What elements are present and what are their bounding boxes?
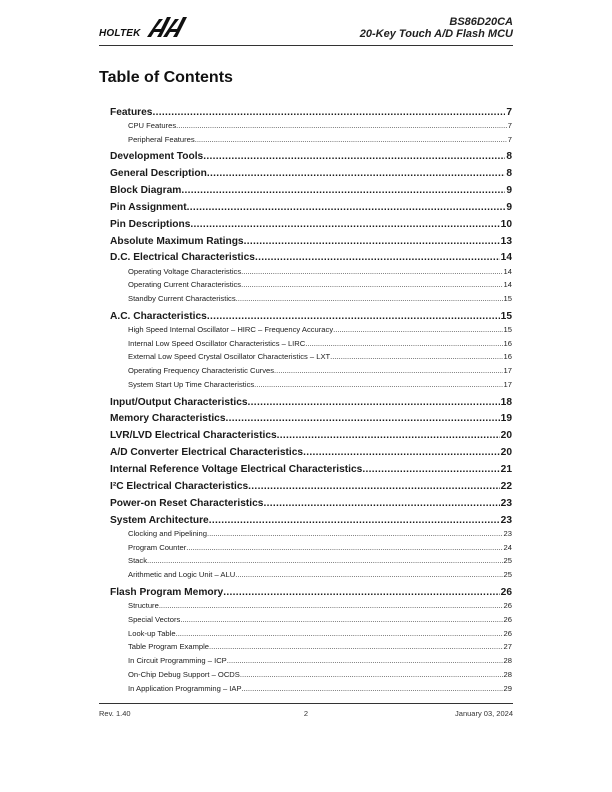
- toc-entry-page: 8: [506, 168, 512, 180]
- toc-entry-title: Internal Low Speed Oscillator Characteristics – LIRC: [128, 338, 306, 348]
- toc-section-link[interactable]: [110, 218, 512, 231]
- toc-entry-page: 7: [507, 120, 512, 130]
- toc-entry-title: High Speed Internal Oscillator – HIRC – Frequency Accuracy: [128, 324, 334, 334]
- toc-entry-page: 17: [503, 366, 512, 376]
- toc-entry-title: Pin Assignment: [110, 201, 187, 213]
- toc-dot-leader: [274, 364, 503, 378]
- toc-entry-page: 29: [503, 683, 512, 693]
- toc-entry-page: 8: [506, 151, 512, 163]
- toc-dot-leader: [362, 463, 499, 476]
- toc-entry-page: 15: [500, 310, 512, 322]
- toc-entry-title: Operating Frequency Characteristic Curves: [128, 366, 275, 376]
- toc-dot-leader: [240, 668, 503, 682]
- toc-dot-leader: [254, 378, 502, 392]
- toc-subsection-link[interactable]: [110, 378, 512, 392]
- toc-dot-leader: [227, 654, 503, 668]
- toc-entry-title: In Application Programming – IAP: [128, 683, 242, 693]
- toc-section-link[interactable]: [110, 310, 512, 323]
- toc-dot-leader: [209, 514, 500, 527]
- toc-entry-title: LVR/LVD Electrical Characteristics: [110, 430, 277, 442]
- footer-date: January 03, 2024: [455, 709, 513, 718]
- toc-section-link[interactable]: [110, 235, 512, 248]
- toc-entry-page: 23: [500, 514, 512, 526]
- toc-dot-leader: [207, 310, 500, 323]
- toc-entry-page: 28: [503, 656, 512, 666]
- toc-section-link[interactable]: [110, 497, 512, 510]
- toc-entry-page: 20: [500, 430, 512, 442]
- toc-entry-title: Look-up Table: [128, 628, 176, 638]
- toc-subsection-link[interactable]: [110, 627, 512, 641]
- toc-section-link[interactable]: [110, 446, 512, 459]
- toc-entry-page: 23: [500, 497, 512, 509]
- toc-entry-page: 16: [503, 338, 512, 348]
- toc-dot-leader: [223, 586, 499, 599]
- toc-entry-page: 17: [503, 380, 512, 390]
- toc-dot-leader: [176, 627, 503, 641]
- toc-entry-title: Peripheral Features: [128, 134, 195, 144]
- toc-subsection-link[interactable]: [110, 682, 512, 696]
- toc-dot-leader: [241, 265, 502, 279]
- toc-entry-page: 10: [500, 218, 512, 230]
- toc-subsection-link[interactable]: [110, 640, 512, 654]
- toc-entry-title: Special Vectors: [128, 614, 181, 624]
- toc-entry-page: 15: [503, 324, 512, 334]
- toc-entry-page: 14: [503, 266, 512, 276]
- toc-dot-leader: [242, 682, 503, 696]
- toc-dot-leader: [207, 527, 503, 541]
- toc-dot-leader: [255, 251, 500, 264]
- toc-dot-leader: [244, 235, 500, 248]
- toc-entry-title: Features: [110, 106, 153, 118]
- toc-entry-page: 27: [503, 642, 512, 652]
- toc-entry-page: 18: [500, 396, 512, 408]
- toc-entry-title: Absolute Maximum Ratings: [110, 235, 244, 247]
- toc-subsection-link[interactable]: [110, 350, 512, 364]
- toc-section-link[interactable]: [110, 150, 512, 163]
- toc-subsection-link[interactable]: [110, 527, 512, 541]
- toc-entry-title: External Low Speed Crystal Oscillator Characteristics – LXT: [128, 352, 331, 362]
- toc-entry-title: System Architecture: [110, 514, 209, 526]
- toc-dot-leader: [181, 184, 505, 197]
- toc-dot-leader: [236, 292, 503, 306]
- toc-subsection-link[interactable]: [110, 265, 512, 279]
- toc-section-link[interactable]: [110, 514, 512, 527]
- toc-entry-title: Input/Output Characteristics: [110, 396, 248, 408]
- header-divider: [99, 45, 513, 46]
- toc-section-link[interactable]: [110, 396, 512, 409]
- toc-dot-leader: [207, 167, 506, 180]
- toc-entry-title: Structure: [128, 600, 159, 610]
- document-subtitle: 20-Key Touch A/D Flash MCU: [359, 28, 513, 40]
- toc-entry-page: 9: [506, 184, 512, 196]
- toc-subsection-link[interactable]: [110, 541, 512, 555]
- toc-entry-title: D.C. Electrical Characteristics: [110, 252, 255, 264]
- toc-section-link[interactable]: [110, 480, 512, 493]
- document-header: [360, 16, 513, 40]
- toc-subsection-link[interactable]: [110, 613, 512, 627]
- toc-entry-page: 22: [500, 480, 512, 492]
- toc-entry-title: A.C. Characteristics: [110, 310, 207, 322]
- toc-entry-page: 13: [500, 235, 512, 247]
- toc-entry-title: Block Diagram: [110, 184, 182, 196]
- part-number: BS86D20CA: [449, 16, 513, 28]
- toc-subsection-link[interactable]: [110, 292, 512, 306]
- toc-entry-title: Pin Descriptions: [110, 218, 191, 230]
- toc-subsection-link[interactable]: [110, 668, 512, 682]
- toc-dot-leader: [180, 613, 502, 627]
- toc-dot-leader: [195, 133, 507, 147]
- toc-section-link[interactable]: [110, 106, 512, 119]
- toc-dot-leader: [209, 640, 503, 654]
- toc-entry-page: 7: [506, 106, 512, 118]
- toc-subsection-link[interactable]: [110, 654, 512, 668]
- toc-dot-leader: [235, 568, 502, 582]
- toc-dot-leader: [248, 396, 500, 409]
- toc-entry-title: I²C Electrical Characteristics: [110, 480, 249, 492]
- toc-entry-title: Memory Characteristics: [110, 413, 226, 425]
- toc-entry-page: 26: [503, 600, 512, 610]
- toc-dot-leader: [330, 350, 502, 364]
- toc-dot-leader: [303, 446, 500, 459]
- toc-entry-page: 21: [500, 464, 512, 476]
- toc-entry-page: 24: [503, 542, 512, 552]
- toc-entry-title: Power-on Reset Characteristics: [110, 497, 264, 509]
- toc-entry-title: On-Chip Debug Support – OCDS: [128, 669, 240, 679]
- toc-section-link[interactable]: [110, 463, 512, 476]
- toc-subsection-link[interactable]: [110, 554, 512, 568]
- toc-dot-leader: [226, 412, 500, 425]
- footer-page-number: 2: [303, 709, 309, 718]
- toc-dot-leader: [152, 106, 505, 119]
- table-of-contents: [110, 102, 512, 695]
- toc-entry-page: 14: [503, 280, 512, 290]
- toc-entry-title: In Circuit Programming – ICP: [128, 656, 227, 666]
- toc-entry-page: 20: [500, 447, 512, 459]
- toc-subsection-link[interactable]: [110, 337, 512, 351]
- toc-entry-page: 25: [503, 570, 512, 580]
- toc-dot-leader: [241, 278, 502, 292]
- toc-entry-title: Standby Current Characteristics: [128, 294, 236, 304]
- toc-entry-title: Operating Voltage Characteristics: [128, 266, 242, 276]
- toc-subsection-link[interactable]: [110, 133, 512, 147]
- toc-dot-leader: [187, 201, 506, 214]
- toc-entry-title: System Start Up Time Characteristics: [128, 380, 255, 390]
- toc-entry-title: Clocking and Pipelining: [128, 528, 207, 538]
- toc-subsection-link[interactable]: [110, 278, 512, 292]
- toc-subsection-link[interactable]: [110, 323, 512, 337]
- toc-entry-title: CPU Features: [128, 120, 177, 130]
- toc-subsection-link[interactable]: [110, 568, 512, 582]
- toc-entry-page: 19: [500, 413, 512, 425]
- toc-section-link[interactable]: [110, 586, 512, 599]
- toc-subsection-link[interactable]: [110, 599, 512, 613]
- toc-dot-leader: [176, 119, 507, 133]
- toc-section-link[interactable]: [110, 167, 512, 180]
- toc-dot-leader: [147, 554, 503, 568]
- holtek-emblem-icon: [145, 13, 187, 39]
- toc-entry-page: 15: [503, 294, 512, 304]
- toc-section-link[interactable]: [110, 201, 512, 214]
- toc-entry-page: 16: [503, 352, 512, 362]
- toc-dot-leader: [186, 541, 502, 555]
- toc-entry-page: 26: [503, 628, 512, 638]
- toc-subsection-link[interactable]: [110, 119, 512, 133]
- toc-section-link[interactable]: [110, 429, 512, 442]
- toc-entry-page: 25: [503, 556, 512, 566]
- toc-entry-page: 26: [503, 614, 512, 624]
- toc-entry-title: Flash Program Memory: [110, 586, 224, 598]
- toc-entry-page: 26: [500, 586, 512, 598]
- toc-entry-page: 23: [503, 528, 512, 538]
- toc-entry-title: A/D Converter Electrical Characteristics: [110, 447, 304, 459]
- toc-dot-leader: [203, 150, 505, 163]
- toc-entry-title: Arithmetic and Logic Unit – ALU: [128, 570, 236, 580]
- page-title: Table of Contents: [99, 69, 233, 86]
- toc-entry-page: 14: [500, 252, 512, 264]
- footer-revision: Rev. 1.40: [99, 709, 131, 718]
- toc-dot-leader: [333, 323, 502, 337]
- toc-dot-leader: [263, 497, 499, 510]
- footer-divider: [99, 703, 513, 704]
- toc-entry-title: Internal Reference Voltage Electrical Characteristics: [110, 464, 363, 476]
- brand-name: HOLTEK: [99, 28, 141, 39]
- toc-entry-title: Stack: [128, 556, 147, 566]
- toc-entry-title: Development Tools: [110, 151, 204, 163]
- toc-dot-leader: [248, 480, 499, 493]
- toc-entry-title: Program Counter: [128, 542, 187, 552]
- toc-entry-title: Operating Current Characteristics: [128, 280, 242, 290]
- toc-subsection-link[interactable]: [110, 364, 512, 378]
- toc-dot-leader: [277, 429, 500, 442]
- toc-entry-title: Table Program Example: [128, 642, 210, 652]
- toc-entry-page: 9: [506, 201, 512, 213]
- toc-section-link[interactable]: [110, 412, 512, 425]
- toc-entry-page: 7: [507, 134, 512, 144]
- toc-entry-title: General Description: [110, 168, 207, 180]
- toc-dot-leader: [305, 337, 502, 351]
- toc-section-link[interactable]: [110, 251, 512, 264]
- holtek-logo: [99, 13, 189, 43]
- toc-section-link[interactable]: [110, 184, 512, 197]
- toc-dot-leader: [190, 218, 499, 231]
- toc-dot-leader: [159, 599, 503, 613]
- toc-entry-page: 28: [503, 669, 512, 679]
